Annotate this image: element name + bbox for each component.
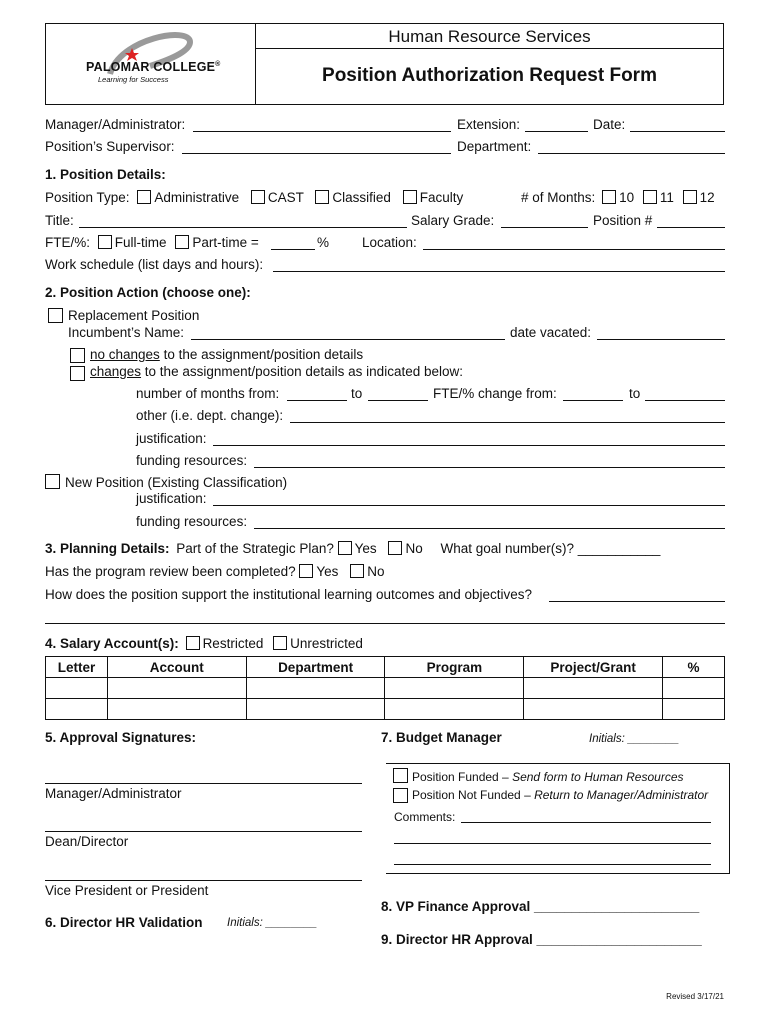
column-header: Letter xyxy=(46,657,108,678)
header-department: Human Resource Services xyxy=(388,27,591,46)
months-from-field[interactable] xyxy=(287,400,347,401)
date-label: Date: xyxy=(593,117,626,132)
new-position-label: New Position (Existing Classification) xyxy=(65,475,288,490)
logo-tagline: Learning for Success xyxy=(98,75,169,84)
parttime-percent-field[interactable] xyxy=(271,249,315,250)
header-divider xyxy=(255,48,724,49)
support-label: How does the position support the institutional learning outcomes and objectives? xyxy=(45,587,533,602)
section4-heading: 4. Salary Account(s): xyxy=(45,636,179,651)
date-field[interactable] xyxy=(630,131,725,132)
position-type-label: Position Type: xyxy=(45,190,130,205)
director-hr-approval[interactable]: 9. Director HR Approval ______________________ xyxy=(381,932,702,947)
funding-label: funding resources: xyxy=(136,453,248,468)
schedule-field[interactable] xyxy=(273,271,725,272)
column-header: Account xyxy=(107,657,246,678)
table-cell[interactable] xyxy=(107,699,246,720)
changes-checkbox[interactable] xyxy=(70,366,85,381)
page-title: Position Authorization Request Form xyxy=(322,65,657,86)
review-row xyxy=(45,564,384,579)
dean-signature-label: Dean/Director xyxy=(45,834,129,849)
parttime-label: Part-time = xyxy=(192,235,259,250)
column-header: Department xyxy=(246,657,385,678)
months-from-label: number of months from: xyxy=(136,386,280,401)
title-label: Title: xyxy=(45,213,74,228)
justification2-field[interactable] xyxy=(213,505,725,506)
extension-label: Extension: xyxy=(457,117,521,132)
comments-field-3[interactable] xyxy=(394,864,711,865)
vp-finance-approval[interactable]: 8. VP Finance Approval ______________________ xyxy=(381,899,700,914)
months-11-checkbox[interactable] xyxy=(643,190,657,204)
months-10-checkbox[interactable] xyxy=(602,190,616,204)
restricted-checkbox[interactable] xyxy=(186,636,200,650)
extension-field[interactable] xyxy=(525,131,588,132)
classified-label: Classified xyxy=(332,190,391,205)
department-field[interactable] xyxy=(538,153,725,154)
other-field[interactable] xyxy=(290,422,725,423)
review-no-checkbox[interactable] xyxy=(350,564,364,578)
fte-from-field[interactable] xyxy=(563,400,623,401)
position-not-funded-checkbox[interactable] xyxy=(393,788,408,803)
position-funded-label: Position Funded – xyxy=(412,770,513,784)
support-field[interactable] xyxy=(549,601,725,602)
table-cell[interactable] xyxy=(663,678,725,699)
months-11-label: 11 xyxy=(659,190,674,205)
review-yes-label: Yes xyxy=(316,564,339,579)
strategic-no-label: No xyxy=(405,541,423,556)
column-header: Project/Grant xyxy=(524,657,663,678)
incumbent-field[interactable] xyxy=(191,339,505,340)
salary-account-table xyxy=(45,656,725,720)
review-no-label: No xyxy=(367,564,385,579)
cast-checkbox[interactable] xyxy=(251,190,265,204)
salary-grade-field[interactable] xyxy=(501,227,588,228)
fte-label: FTE/%: xyxy=(45,235,91,250)
justification-field[interactable] xyxy=(213,445,725,446)
revised-date: Revised 3/17/21 xyxy=(666,992,724,1001)
location-field[interactable] xyxy=(423,249,725,250)
changes-label: changes xyxy=(90,364,142,379)
table-cell[interactable] xyxy=(385,699,524,720)
position-number-label: Position # xyxy=(593,213,653,228)
months-to-field[interactable] xyxy=(368,400,428,401)
justification2-label: justification: xyxy=(136,491,207,506)
goal-label: What goal number(s)? ___________ xyxy=(440,541,661,556)
replacement-label: Replacement Position xyxy=(68,308,200,323)
table-row xyxy=(46,699,725,720)
months-row xyxy=(521,190,715,205)
other-label: other (i.e. dept. change): xyxy=(136,408,284,423)
fte-to-field[interactable] xyxy=(645,400,725,401)
strategic-yes-label: Yes xyxy=(354,541,377,556)
no-changes-checkbox[interactable] xyxy=(70,348,85,363)
table-cell[interactable] xyxy=(46,699,108,720)
parttime-checkbox[interactable] xyxy=(175,235,189,249)
months-label: # of Months: xyxy=(521,190,596,205)
table-cell[interactable] xyxy=(385,678,524,699)
percent-label: % xyxy=(317,235,330,250)
table-cell[interactable] xyxy=(246,678,385,699)
section6-heading: 6. Director HR Validation xyxy=(45,915,203,930)
changes-text xyxy=(90,364,463,379)
hr-validation-initials[interactable]: Initials: ________ xyxy=(227,917,318,929)
faculty-checkbox[interactable] xyxy=(403,190,417,204)
supervisor-field[interactable] xyxy=(182,153,451,154)
months-12-checkbox[interactable] xyxy=(683,190,697,204)
funding2-field[interactable] xyxy=(254,528,725,529)
incumbent-label: Incumbent’s Name: xyxy=(68,325,185,340)
fte-change-label: FTE/% change from: xyxy=(433,386,557,401)
cast-label: CAST xyxy=(267,190,304,205)
review-yes-checkbox[interactable] xyxy=(299,564,313,578)
manager-field[interactable] xyxy=(193,131,451,132)
manager-signature-label: Manager/Administrator xyxy=(45,786,182,801)
faculty-label: Faculty xyxy=(419,190,464,205)
table-cell[interactable] xyxy=(46,678,108,699)
logo-reg: ® xyxy=(215,60,221,68)
review-label: Has the program review been completed? xyxy=(45,564,296,579)
comments-field[interactable] xyxy=(461,822,711,823)
fte-to-label: to xyxy=(629,386,641,401)
planning-row xyxy=(45,541,660,556)
position-funded-note: Send form to Human Resources xyxy=(512,770,684,784)
replacement-checkbox[interactable] xyxy=(48,308,63,323)
section3-heading: 3. Planning Details: xyxy=(45,541,170,556)
table-cell[interactable] xyxy=(524,699,663,720)
position-funded-checkbox[interactable] xyxy=(393,768,408,783)
restricted-label: Restricted xyxy=(202,636,264,651)
vp-signature-label: Vice President or President xyxy=(45,883,209,898)
strategic-yes-checkbox[interactable] xyxy=(338,541,352,555)
section1-heading: 1. Position Details: xyxy=(45,167,166,182)
position-funded-text xyxy=(412,770,684,784)
table-header-row xyxy=(46,657,725,678)
table-row xyxy=(46,678,725,699)
strategic-label: Part of the Strategic Plan? xyxy=(176,541,334,556)
fulltime-checkbox[interactable] xyxy=(98,235,112,249)
salary-row xyxy=(45,636,363,651)
position-not-funded-note: Return to Manager/Administrator xyxy=(534,788,709,802)
position-number-field[interactable] xyxy=(657,227,725,228)
vp-signature-line[interactable] xyxy=(45,880,362,881)
months-to-label: to xyxy=(351,386,363,401)
unrestricted-checkbox[interactable] xyxy=(273,636,287,650)
fte-row xyxy=(45,235,259,250)
logo-name-text: PALOMAR COLLEGE xyxy=(86,60,216,74)
budget-manager-initials[interactable]: Initials: ________ xyxy=(589,733,680,745)
funding-field[interactable] xyxy=(254,467,725,468)
supervisor-label: Position’s Supervisor: xyxy=(45,139,175,154)
date-vacated-label: date vacated: xyxy=(510,325,592,340)
column-header: % xyxy=(663,657,725,678)
fulltime-label: Full-time xyxy=(114,235,167,250)
table-cell[interactable] xyxy=(246,699,385,720)
changes-rest: to the assignment/position details as indicated below: xyxy=(141,364,463,379)
dean-signature-line[interactable] xyxy=(45,831,362,832)
comments-field-2[interactable] xyxy=(394,843,711,844)
administrative-label: Administrative xyxy=(154,190,240,205)
title-field[interactable] xyxy=(79,227,407,228)
location-label: Location: xyxy=(362,235,417,250)
position-not-funded-label: Position Not Funded – xyxy=(412,788,535,802)
unrestricted-label: Unrestricted xyxy=(290,636,363,651)
column-header: Program xyxy=(385,657,524,678)
section2-heading: 2. Position Action (choose one): xyxy=(45,285,251,300)
support-field-2[interactable] xyxy=(45,623,725,624)
section7-heading: 7. Budget Manager xyxy=(381,730,502,745)
months-10-label: 10 xyxy=(619,190,635,205)
funding2-label: funding resources: xyxy=(136,514,248,529)
position-not-funded-text xyxy=(412,788,708,802)
no-changes-label: no changes xyxy=(90,347,160,362)
administrative-checkbox[interactable] xyxy=(137,190,151,204)
months-12-label: 12 xyxy=(699,190,715,205)
no-changes-rest: to the assignment/position details xyxy=(159,347,364,362)
section5-heading: 5. Approval Signatures: xyxy=(45,730,197,745)
department-label: Department: xyxy=(457,139,532,154)
palomar-logo xyxy=(80,28,240,100)
date-vacated-field[interactable] xyxy=(597,339,725,340)
salary-grade-label: Salary Grade: xyxy=(411,213,495,228)
no-changes-text xyxy=(90,347,363,362)
schedule-label: Work schedule (list days and hours): xyxy=(45,257,264,272)
manager-label: Manager/Administrator: xyxy=(45,117,186,132)
comments-label: Comments: xyxy=(394,810,456,824)
strategic-no-checkbox[interactable] xyxy=(388,541,402,555)
justification-label: justification: xyxy=(136,431,207,446)
classified-checkbox[interactable] xyxy=(315,190,329,204)
table-cell[interactable] xyxy=(107,678,246,699)
table-cell[interactable] xyxy=(663,699,725,720)
new-position-checkbox[interactable] xyxy=(45,474,60,489)
table-cell[interactable] xyxy=(524,678,663,699)
position-type-row xyxy=(45,190,463,205)
logo-name xyxy=(86,60,221,74)
manager-signature-line[interactable] xyxy=(45,783,362,784)
